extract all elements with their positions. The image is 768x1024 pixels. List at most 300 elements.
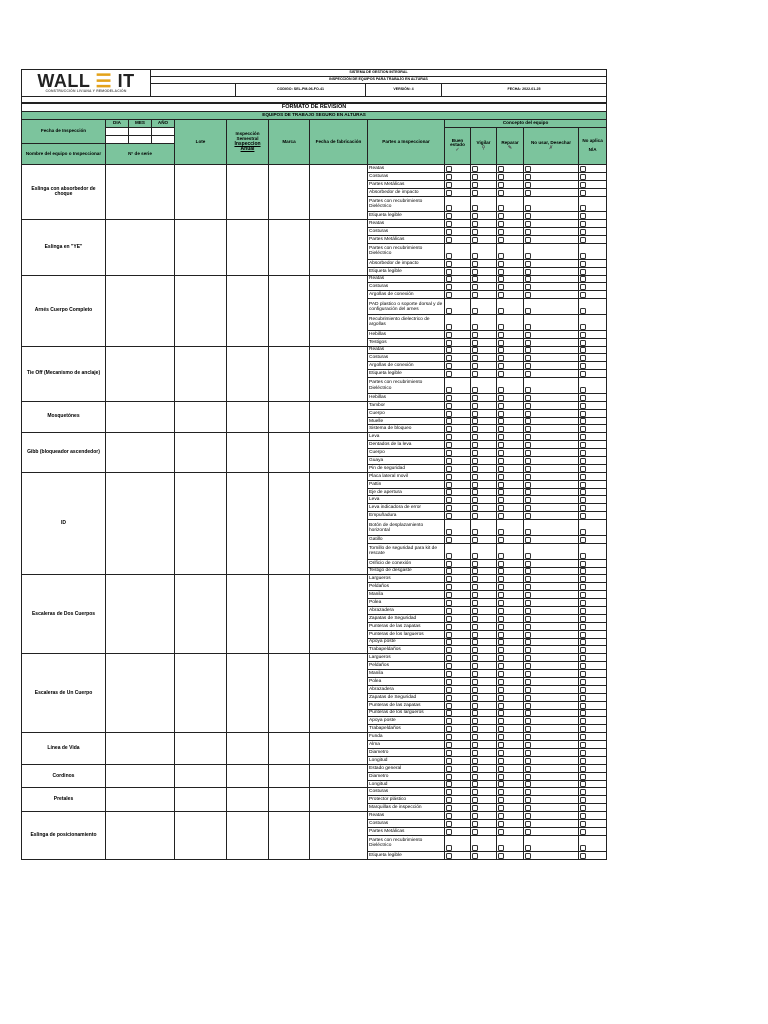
checkbox-discard[interactable] — [525, 284, 531, 290]
checkbox-na[interactable] — [580, 489, 586, 495]
checkbox-discard[interactable] — [525, 308, 531, 314]
checkbox-na[interactable] — [580, 608, 586, 614]
checkbox-discard[interactable] — [525, 529, 531, 535]
checkbox-watch[interactable] — [472, 561, 478, 567]
checkbox-repair[interactable] — [498, 718, 504, 724]
serial-input[interactable] — [106, 346, 175, 401]
checkbox-na[interactable] — [580, 497, 586, 503]
checkbox-watch[interactable] — [472, 781, 478, 787]
checkbox-watch[interactable] — [472, 340, 478, 346]
checkbox-watch[interactable] — [472, 237, 478, 243]
checkbox-repair[interactable] — [498, 742, 504, 748]
checkbox-good[interactable] — [446, 845, 452, 851]
checkbox-good[interactable] — [446, 695, 452, 701]
checkbox-good[interactable] — [446, 442, 452, 448]
brand-input[interactable] — [269, 165, 310, 220]
manufacture-date-input[interactable] — [310, 472, 368, 575]
checkbox-good[interactable] — [446, 726, 452, 732]
lot-input[interactable] — [175, 401, 227, 433]
checkbox-na[interactable] — [580, 774, 586, 780]
checkbox-good[interactable] — [446, 450, 452, 456]
checkbox-discard[interactable] — [525, 355, 531, 361]
checkbox-good[interactable] — [446, 513, 452, 519]
inspection-input[interactable] — [227, 275, 269, 346]
checkbox-watch[interactable] — [472, 624, 478, 630]
checkbox-repair[interactable] — [498, 371, 504, 377]
checkbox-watch[interactable] — [472, 718, 478, 724]
checkbox-repair[interactable] — [498, 190, 504, 196]
checkbox-discard[interactable] — [525, 442, 531, 448]
checkbox-na[interactable] — [580, 403, 586, 409]
checkbox-na[interactable] — [580, 387, 586, 393]
brand-input[interactable] — [269, 812, 310, 859]
checkbox-discard[interactable] — [525, 781, 531, 787]
checkbox-na[interactable] — [580, 829, 586, 835]
checkbox-watch[interactable] — [472, 584, 478, 590]
checkbox-na[interactable] — [580, 253, 586, 259]
checkbox-good[interactable] — [446, 221, 452, 227]
checkbox-repair[interactable] — [498, 553, 504, 559]
checkbox-watch[interactable] — [472, 166, 478, 172]
checkbox-watch[interactable] — [472, 403, 478, 409]
checkbox-repair[interactable] — [498, 766, 504, 772]
checkbox-good[interactable] — [446, 253, 452, 259]
serial-input[interactable] — [106, 654, 175, 733]
checkbox-watch[interactable] — [472, 616, 478, 622]
checkbox-na[interactable] — [580, 553, 586, 559]
checkbox-na[interactable] — [580, 229, 586, 235]
checkbox-discard[interactable] — [525, 332, 531, 338]
checkbox-repair[interactable] — [498, 513, 504, 519]
checkbox-watch[interactable] — [472, 568, 478, 574]
checkbox-discard[interactable] — [525, 166, 531, 172]
checkbox-discard[interactable] — [525, 647, 531, 653]
checkbox-na[interactable] — [580, 308, 586, 314]
checkbox-na[interactable] — [580, 758, 586, 764]
checkbox-good[interactable] — [446, 813, 452, 819]
lot-input[interactable] — [175, 575, 227, 654]
checkbox-watch[interactable] — [472, 434, 478, 440]
checkbox-watch[interactable] — [472, 774, 478, 780]
checkbox-repair[interactable] — [498, 592, 504, 598]
checkbox-repair[interactable] — [498, 561, 504, 567]
checkbox-na[interactable] — [580, 190, 586, 196]
checkbox-discard[interactable] — [525, 687, 531, 693]
checkbox-watch[interactable] — [472, 726, 478, 732]
checkbox-watch[interactable] — [472, 482, 478, 488]
checkbox-na[interactable] — [580, 442, 586, 448]
manufacture-date-input[interactable] — [310, 220, 368, 275]
checkbox-watch[interactable] — [472, 813, 478, 819]
checkbox-watch[interactable] — [472, 466, 478, 472]
checkbox-watch[interactable] — [472, 529, 478, 535]
checkbox-repair[interactable] — [498, 269, 504, 275]
checkbox-na[interactable] — [580, 710, 586, 716]
checkbox-watch[interactable] — [472, 269, 478, 275]
checkbox-repair[interactable] — [498, 821, 504, 827]
checkbox-watch[interactable] — [472, 221, 478, 227]
checkbox-repair[interactable] — [498, 426, 504, 432]
checkbox-repair[interactable] — [498, 403, 504, 409]
manufacture-date-input[interactable] — [310, 346, 368, 401]
checkbox-na[interactable] — [580, 703, 586, 709]
checkbox-good[interactable] — [446, 734, 452, 740]
inspection-input[interactable] — [227, 733, 269, 765]
checkbox-na[interactable] — [580, 853, 586, 859]
day-input-2[interactable] — [106, 136, 129, 144]
checkbox-na[interactable] — [580, 166, 586, 172]
checkbox-discard[interactable] — [525, 726, 531, 732]
checkbox-watch[interactable] — [472, 829, 478, 835]
checkbox-discard[interactable] — [525, 758, 531, 764]
checkbox-na[interactable] — [580, 450, 586, 456]
checkbox-na[interactable] — [580, 813, 586, 819]
checkbox-na[interactable] — [580, 466, 586, 472]
checkbox-discard[interactable] — [525, 663, 531, 669]
serial-input[interactable] — [106, 220, 175, 275]
checkbox-na[interactable] — [580, 647, 586, 653]
checkbox-na[interactable] — [580, 742, 586, 748]
checkbox-watch[interactable] — [472, 805, 478, 811]
checkbox-good[interactable] — [446, 789, 452, 795]
checkbox-discard[interactable] — [525, 655, 531, 661]
checkbox-repair[interactable] — [498, 639, 504, 645]
checkbox-watch[interactable] — [472, 332, 478, 338]
checkbox-watch[interactable] — [472, 387, 478, 393]
checkbox-discard[interactable] — [525, 695, 531, 701]
serial-input[interactable] — [106, 575, 175, 654]
checkbox-na[interactable] — [580, 205, 586, 211]
inspection-input[interactable] — [227, 472, 269, 575]
checkbox-discard[interactable] — [525, 253, 531, 259]
checkbox-good[interactable] — [446, 489, 452, 495]
checkbox-discard[interactable] — [525, 632, 531, 638]
checkbox-watch[interactable] — [472, 411, 478, 417]
checkbox-discard[interactable] — [525, 789, 531, 795]
checkbox-good[interactable] — [446, 505, 452, 511]
checkbox-discard[interactable] — [525, 797, 531, 803]
checkbox-watch[interactable] — [472, 395, 478, 401]
checkbox-na[interactable] — [580, 584, 586, 590]
checkbox-good[interactable] — [446, 805, 452, 811]
checkbox-repair[interactable] — [498, 679, 504, 685]
checkbox-repair[interactable] — [498, 489, 504, 495]
checkbox-repair[interactable] — [498, 813, 504, 819]
checkbox-na[interactable] — [580, 371, 586, 377]
checkbox-good[interactable] — [446, 205, 452, 211]
serial-input[interactable] — [106, 764, 175, 788]
serial-input[interactable] — [106, 733, 175, 765]
checkbox-good[interactable] — [446, 616, 452, 622]
serial-input[interactable] — [106, 401, 175, 433]
checkbox-na[interactable] — [580, 695, 586, 701]
checkbox-good[interactable] — [446, 742, 452, 748]
checkbox-watch[interactable] — [472, 474, 478, 480]
checkbox-repair[interactable] — [498, 450, 504, 456]
checkbox-repair[interactable] — [498, 442, 504, 448]
checkbox-discard[interactable] — [525, 821, 531, 827]
checkbox-repair[interactable] — [498, 608, 504, 614]
checkbox-na[interactable] — [580, 284, 586, 290]
checkbox-na[interactable] — [580, 679, 586, 685]
checkbox-discard[interactable] — [525, 229, 531, 235]
checkbox-repair[interactable] — [498, 340, 504, 346]
checkbox-good[interactable] — [446, 671, 452, 677]
checkbox-watch[interactable] — [472, 371, 478, 377]
checkbox-na[interactable] — [580, 734, 586, 740]
brand-input[interactable] — [269, 654, 310, 733]
serial-input[interactable] — [106, 433, 175, 472]
checkbox-repair[interactable] — [498, 647, 504, 653]
manufacture-date-input[interactable] — [310, 654, 368, 733]
checkbox-repair[interactable] — [498, 529, 504, 535]
checkbox-na[interactable] — [580, 632, 586, 638]
checkbox-good[interactable] — [446, 229, 452, 235]
checkbox-good[interactable] — [446, 529, 452, 535]
checkbox-discard[interactable] — [525, 505, 531, 511]
lot-input[interactable] — [175, 788, 227, 812]
checkbox-good[interactable] — [446, 269, 452, 275]
checkbox-repair[interactable] — [498, 418, 504, 424]
checkbox-repair[interactable] — [498, 466, 504, 472]
checkbox-repair[interactable] — [498, 482, 504, 488]
checkbox-good[interactable] — [446, 561, 452, 567]
checkbox-na[interactable] — [580, 332, 586, 338]
manufacture-date-input[interactable] — [310, 401, 368, 433]
checkbox-good[interactable] — [446, 647, 452, 653]
checkbox-repair[interactable] — [498, 387, 504, 393]
checkbox-good[interactable] — [446, 703, 452, 709]
checkbox-repair[interactable] — [498, 584, 504, 590]
lot-input[interactable] — [175, 220, 227, 275]
checkbox-good[interactable] — [446, 797, 452, 803]
checkbox-repair[interactable] — [498, 474, 504, 480]
checkbox-na[interactable] — [580, 616, 586, 622]
checkbox-discard[interactable] — [525, 395, 531, 401]
checkbox-watch[interactable] — [472, 845, 478, 851]
inspection-input[interactable] — [227, 575, 269, 654]
checkbox-discard[interactable] — [525, 221, 531, 227]
checkbox-watch[interactable] — [472, 797, 478, 803]
serial-input[interactable] — [106, 472, 175, 575]
checkbox-repair[interactable] — [498, 276, 504, 282]
checkbox-discard[interactable] — [525, 403, 531, 409]
checkbox-watch[interactable] — [472, 789, 478, 795]
checkbox-watch[interactable] — [472, 284, 478, 290]
checkbox-discard[interactable] — [525, 774, 531, 780]
manufacture-date-input[interactable] — [310, 575, 368, 654]
checkbox-repair[interactable] — [498, 411, 504, 417]
checkbox-watch[interactable] — [472, 647, 478, 653]
checkbox-good[interactable] — [446, 166, 452, 172]
checkbox-watch[interactable] — [472, 308, 478, 314]
checkbox-watch[interactable] — [472, 276, 478, 282]
checkbox-na[interactable] — [580, 213, 586, 219]
checkbox-good[interactable] — [446, 466, 452, 472]
manufacture-date-input[interactable] — [310, 733, 368, 765]
inspection-input[interactable] — [227, 346, 269, 401]
checkbox-repair[interactable] — [498, 655, 504, 661]
checkbox-na[interactable] — [580, 845, 586, 851]
checkbox-discard[interactable] — [525, 371, 531, 377]
checkbox-discard[interactable] — [525, 411, 531, 417]
serial-input[interactable] — [106, 165, 175, 220]
checkbox-repair[interactable] — [498, 253, 504, 259]
checkbox-na[interactable] — [580, 726, 586, 732]
checkbox-repair[interactable] — [498, 395, 504, 401]
checkbox-watch[interactable] — [472, 663, 478, 669]
checkbox-na[interactable] — [580, 434, 586, 440]
brand-input[interactable] — [269, 788, 310, 812]
checkbox-repair[interactable] — [498, 324, 504, 330]
checkbox-good[interactable] — [446, 308, 452, 314]
checkbox-discard[interactable] — [525, 592, 531, 598]
inspection-input[interactable] — [227, 401, 269, 433]
checkbox-good[interactable] — [446, 276, 452, 282]
brand-input[interactable] — [269, 275, 310, 346]
checkbox-discard[interactable] — [525, 616, 531, 622]
checkbox-good[interactable] — [446, 781, 452, 787]
checkbox-discard[interactable] — [525, 703, 531, 709]
checkbox-watch[interactable] — [472, 632, 478, 638]
checkbox-good[interactable] — [446, 347, 452, 353]
lot-input[interactable] — [175, 433, 227, 472]
checkbox-good[interactable] — [446, 624, 452, 630]
checkbox-na[interactable] — [580, 805, 586, 811]
checkbox-good[interactable] — [446, 418, 452, 424]
inspection-input[interactable] — [227, 433, 269, 472]
checkbox-na[interactable] — [580, 292, 586, 298]
lot-input[interactable] — [175, 275, 227, 346]
checkbox-repair[interactable] — [498, 505, 504, 511]
manufacture-date-input[interactable] — [310, 788, 368, 812]
manufacture-date-input[interactable] — [310, 165, 368, 220]
checkbox-na[interactable] — [580, 426, 586, 432]
checkbox-watch[interactable] — [472, 497, 478, 503]
checkbox-na[interactable] — [580, 411, 586, 417]
brand-input[interactable] — [269, 401, 310, 433]
checkbox-watch[interactable] — [472, 710, 478, 716]
checkbox-good[interactable] — [446, 576, 452, 582]
checkbox-good[interactable] — [446, 355, 452, 361]
checkbox-good[interactable] — [446, 687, 452, 693]
checkbox-good[interactable] — [446, 710, 452, 716]
checkbox-discard[interactable] — [525, 750, 531, 756]
checkbox-good[interactable] — [446, 679, 452, 685]
checkbox-discard[interactable] — [525, 205, 531, 211]
checkbox-na[interactable] — [580, 797, 586, 803]
checkbox-discard[interactable] — [525, 805, 531, 811]
checkbox-good[interactable] — [446, 497, 452, 503]
checkbox-na[interactable] — [580, 474, 586, 480]
checkbox-repair[interactable] — [498, 213, 504, 219]
checkbox-repair[interactable] — [498, 568, 504, 574]
checkbox-discard[interactable] — [525, 489, 531, 495]
checkbox-watch[interactable] — [472, 426, 478, 432]
serial-input[interactable] — [106, 788, 175, 812]
checkbox-repair[interactable] — [498, 632, 504, 638]
checkbox-watch[interactable] — [472, 363, 478, 369]
checkbox-repair[interactable] — [498, 166, 504, 172]
checkbox-na[interactable] — [580, 592, 586, 598]
lot-input[interactable] — [175, 472, 227, 575]
checkbox-discard[interactable] — [525, 829, 531, 835]
checkbox-repair[interactable] — [498, 758, 504, 764]
checkbox-watch[interactable] — [472, 821, 478, 827]
checkbox-watch[interactable] — [472, 442, 478, 448]
checkbox-na[interactable] — [580, 576, 586, 582]
checkbox-na[interactable] — [580, 395, 586, 401]
checkbox-na[interactable] — [580, 568, 586, 574]
checkbox-repair[interactable] — [498, 434, 504, 440]
checkbox-watch[interactable] — [472, 450, 478, 456]
checkbox-good[interactable] — [446, 332, 452, 338]
checkbox-good[interactable] — [446, 434, 452, 440]
checkbox-na[interactable] — [580, 347, 586, 353]
checkbox-watch[interactable] — [472, 608, 478, 614]
checkbox-na[interactable] — [580, 324, 586, 330]
checkbox-good[interactable] — [446, 363, 452, 369]
checkbox-watch[interactable] — [472, 703, 478, 709]
checkbox-watch[interactable] — [472, 679, 478, 685]
checkbox-good[interactable] — [446, 568, 452, 574]
checkbox-watch[interactable] — [472, 537, 478, 543]
checkbox-discard[interactable] — [525, 292, 531, 298]
checkbox-na[interactable] — [580, 363, 586, 369]
manufacture-date-input[interactable] — [310, 764, 368, 788]
checkbox-discard[interactable] — [525, 671, 531, 677]
checkbox-repair[interactable] — [498, 781, 504, 787]
checkbox-good[interactable] — [446, 663, 452, 669]
checkbox-discard[interactable] — [525, 466, 531, 472]
manufacture-date-input[interactable] — [310, 812, 368, 859]
checkbox-repair[interactable] — [498, 845, 504, 851]
checkbox-discard[interactable] — [525, 576, 531, 582]
checkbox-good[interactable] — [446, 600, 452, 606]
checkbox-discard[interactable] — [525, 434, 531, 440]
checkbox-good[interactable] — [446, 537, 452, 543]
checkbox-repair[interactable] — [498, 600, 504, 606]
checkbox-repair[interactable] — [498, 726, 504, 732]
checkbox-good[interactable] — [446, 853, 452, 859]
checkbox-na[interactable] — [580, 663, 586, 669]
checkbox-watch[interactable] — [472, 253, 478, 259]
checkbox-discard[interactable] — [525, 474, 531, 480]
checkbox-watch[interactable] — [472, 687, 478, 693]
checkbox-good[interactable] — [446, 774, 452, 780]
checkbox-good[interactable] — [446, 821, 452, 827]
checkbox-discard[interactable] — [525, 174, 531, 180]
brand-input[interactable] — [269, 764, 310, 788]
lot-input[interactable] — [175, 165, 227, 220]
checkbox-repair[interactable] — [498, 355, 504, 361]
checkbox-discard[interactable] — [525, 213, 531, 219]
checkbox-good[interactable] — [446, 584, 452, 590]
checkbox-watch[interactable] — [472, 553, 478, 559]
checkbox-repair[interactable] — [498, 363, 504, 369]
checkbox-discard[interactable] — [525, 537, 531, 543]
checkbox-good[interactable] — [446, 639, 452, 645]
checkbox-watch[interactable] — [472, 174, 478, 180]
checkbox-good[interactable] — [446, 474, 452, 480]
checkbox-na[interactable] — [580, 418, 586, 424]
checkbox-watch[interactable] — [472, 734, 478, 740]
checkbox-na[interactable] — [580, 505, 586, 511]
checkbox-na[interactable] — [580, 482, 586, 488]
month-input-2[interactable] — [129, 136, 152, 144]
checkbox-watch[interactable] — [472, 576, 478, 582]
checkbox-watch[interactable] — [472, 229, 478, 235]
